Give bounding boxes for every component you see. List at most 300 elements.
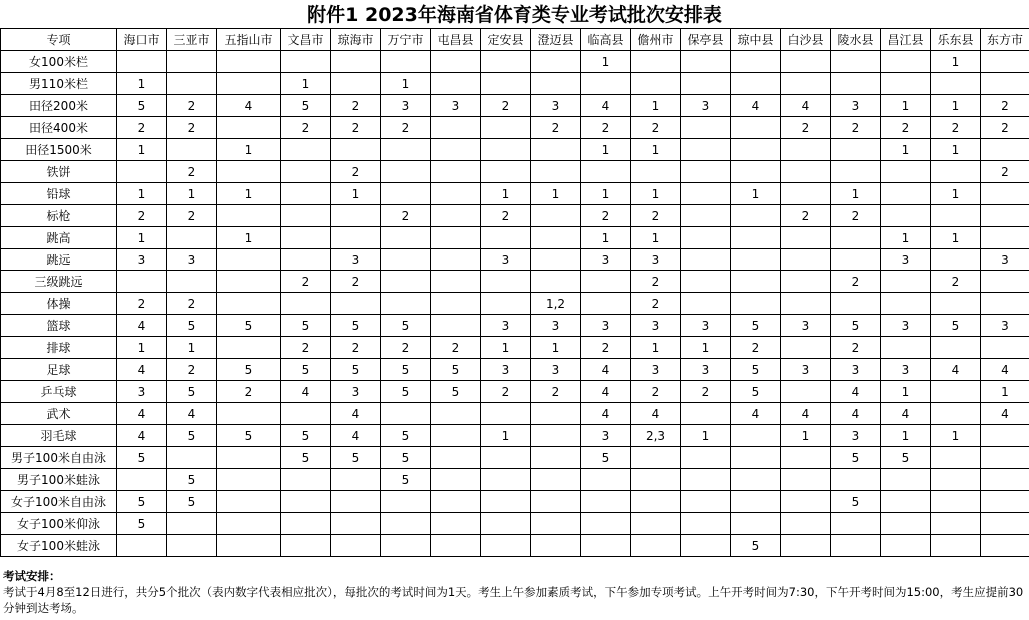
batch-cell [481, 535, 531, 557]
batch-cell [981, 293, 1029, 315]
batch-cell: 5 [167, 315, 217, 337]
batch-cell [731, 161, 781, 183]
table-row [1, 315, 1029, 337]
batch-cell [981, 227, 1029, 249]
batch-cell: 5 [831, 491, 881, 513]
batch-cell [217, 469, 281, 491]
batch-cell: 1 [117, 227, 167, 249]
table-row [1, 403, 1029, 425]
batch-cell: 2 [631, 271, 681, 293]
batch-cell [331, 205, 381, 227]
batch-cell [681, 73, 731, 95]
batch-cell [881, 73, 931, 95]
batch-cell: 4 [781, 95, 831, 117]
batch-cell [331, 469, 381, 491]
table-row [1, 117, 1029, 139]
table-row [1, 161, 1029, 183]
batch-cell [431, 491, 481, 513]
batch-cell: 5 [167, 469, 217, 491]
batch-cell [531, 469, 581, 491]
batch-cell [631, 469, 681, 491]
batch-cell [881, 535, 931, 557]
batch-cell [931, 469, 981, 491]
batch-cell [681, 205, 731, 227]
batch-cell: 1 [581, 183, 631, 205]
batch-cell: 4 [117, 403, 167, 425]
batch-cell [431, 403, 481, 425]
batch-cell: 3 [781, 315, 831, 337]
batch-cell [481, 117, 531, 139]
batch-cell [581, 469, 631, 491]
batch-cell [481, 469, 531, 491]
event-name: 男子100米自由泳 [1, 447, 117, 469]
batch-cell [431, 535, 481, 557]
batch-cell [217, 491, 281, 513]
batch-cell [531, 447, 581, 469]
batch-cell [167, 73, 217, 95]
batch-cell: 4 [831, 381, 881, 403]
header-city: 屯昌县 [431, 29, 481, 51]
batch-cell [931, 337, 981, 359]
batch-cell: 1 [581, 51, 631, 73]
batch-cell: 2 [167, 95, 217, 117]
table-row [1, 359, 1029, 381]
batch-cell [381, 535, 431, 557]
batch-cell: 5 [381, 447, 431, 469]
batch-cell [731, 293, 781, 315]
header-city: 琼海市 [331, 29, 381, 51]
batch-cell [431, 513, 481, 535]
table-row [1, 249, 1029, 271]
batch-cell [431, 447, 481, 469]
batch-cell [731, 271, 781, 293]
batch-cell [731, 227, 781, 249]
batch-cell [581, 293, 631, 315]
batch-cell: 5 [731, 315, 781, 337]
batch-cell [531, 271, 581, 293]
batch-cell: 2 [167, 117, 217, 139]
table-row [1, 381, 1029, 403]
batch-cell: 4 [581, 95, 631, 117]
batch-cell: 5 [381, 315, 431, 337]
batch-cell [431, 51, 481, 73]
batch-cell [167, 513, 217, 535]
batch-cell: 3 [831, 359, 881, 381]
batch-cell [731, 117, 781, 139]
batch-cell [881, 293, 931, 315]
batch-cell: 5 [831, 447, 881, 469]
batch-cell [217, 205, 281, 227]
event-name: 田径1500米 [1, 139, 117, 161]
event-name: 标枪 [1, 205, 117, 227]
header-city: 澄迈县 [531, 29, 581, 51]
batch-cell [431, 271, 481, 293]
batch-cell: 1 [581, 227, 631, 249]
table-row [1, 227, 1029, 249]
batch-cell [481, 227, 531, 249]
batch-cell: 1 [167, 337, 217, 359]
batch-cell: 3 [581, 425, 631, 447]
batch-cell [331, 227, 381, 249]
batch-cell [931, 535, 981, 557]
batch-cell [217, 73, 281, 95]
batch-cell [681, 183, 731, 205]
batch-cell [781, 51, 831, 73]
batch-cell: 5 [117, 513, 167, 535]
header-city: 万宁市 [381, 29, 431, 51]
batch-cell [581, 271, 631, 293]
batch-cell [881, 183, 931, 205]
exam-notes [3, 568, 1027, 616]
batch-cell: 2 [981, 117, 1029, 139]
batch-cell: 1 [331, 183, 381, 205]
batch-cell: 4 [981, 403, 1029, 425]
batch-cell [431, 469, 481, 491]
batch-cell: 1 [631, 139, 681, 161]
batch-cell: 5 [281, 359, 331, 381]
batch-cell: 4 [117, 315, 167, 337]
batch-cell: 1 [481, 425, 531, 447]
batch-cell: 3 [831, 95, 881, 117]
batch-cell [331, 513, 381, 535]
batch-cell [931, 381, 981, 403]
batch-cell: 3 [481, 249, 531, 271]
batch-cell [481, 491, 531, 513]
batch-cell: 2 [331, 271, 381, 293]
table-row [1, 491, 1029, 513]
batch-cell: 2 [217, 381, 281, 403]
batch-cell: 1 [731, 183, 781, 205]
batch-cell: 3 [167, 249, 217, 271]
batch-cell: 1,2 [531, 293, 581, 315]
batch-cell [167, 447, 217, 469]
batch-cell [731, 447, 781, 469]
batch-cell: 3 [331, 249, 381, 271]
batch-cell [931, 249, 981, 271]
header-city: 陵水县 [831, 29, 881, 51]
header-city: 三亚市 [167, 29, 217, 51]
event-name: 女子100米仰泳 [1, 513, 117, 535]
batch-cell: 1 [481, 183, 531, 205]
table-row [1, 447, 1029, 469]
batch-cell: 4 [831, 403, 881, 425]
batch-cell: 3 [681, 95, 731, 117]
batch-cell [831, 249, 881, 271]
batch-cell: 5 [381, 469, 431, 491]
table-row [1, 469, 1029, 491]
batch-cell [681, 469, 731, 491]
batch-cell [831, 51, 881, 73]
batch-cell: 5 [431, 381, 481, 403]
event-name: 田径400米 [1, 117, 117, 139]
batch-cell [681, 249, 731, 271]
event-name: 女子100米蛙泳 [1, 535, 117, 557]
batch-cell [831, 513, 881, 535]
batch-cell [431, 161, 481, 183]
header-city: 保亭县 [681, 29, 731, 51]
batch-cell: 2 [631, 381, 681, 403]
event-name: 铅球 [1, 183, 117, 205]
batch-cell: 2 [167, 205, 217, 227]
batch-cell [167, 535, 217, 557]
batch-cell: 2 [581, 337, 631, 359]
batch-cell [217, 535, 281, 557]
batch-cell: 5 [731, 535, 781, 557]
batch-cell: 2 [117, 293, 167, 315]
batch-cell: 2 [117, 205, 167, 227]
batch-cell [831, 139, 881, 161]
batch-cell [431, 73, 481, 95]
header-city: 东方市 [981, 29, 1029, 51]
batch-cell [481, 73, 531, 95]
batch-cell: 1 [631, 95, 681, 117]
batch-cell: 3 [531, 315, 581, 337]
batch-cell: 4 [167, 403, 217, 425]
batch-cell: 2 [981, 95, 1029, 117]
table-row [1, 139, 1029, 161]
batch-cell: 3 [881, 359, 931, 381]
batch-cell [781, 381, 831, 403]
header-city: 儋州市 [631, 29, 681, 51]
batch-cell [681, 271, 731, 293]
batch-cell [881, 491, 931, 513]
table-row [1, 513, 1029, 535]
event-name: 武术 [1, 403, 117, 425]
batch-cell [931, 491, 981, 513]
batch-cell [217, 337, 281, 359]
batch-cell: 3 [331, 381, 381, 403]
batch-cell [217, 447, 281, 469]
event-name: 女100米栏 [1, 51, 117, 73]
batch-cell [631, 447, 681, 469]
batch-cell: 2 [631, 293, 681, 315]
batch-cell: 5 [931, 315, 981, 337]
table-row [1, 425, 1029, 447]
batch-cell: 5 [731, 381, 781, 403]
event-name: 男110米栏 [1, 73, 117, 95]
batch-cell: 2,3 [631, 425, 681, 447]
batch-cell: 2 [781, 205, 831, 227]
batch-cell [481, 271, 531, 293]
batch-cell: 2 [831, 337, 881, 359]
batch-cell [531, 139, 581, 161]
batch-cell [731, 469, 781, 491]
batch-cell [781, 249, 831, 271]
batch-cell [117, 271, 167, 293]
batch-cell [831, 535, 881, 557]
event-name: 乒乓球 [1, 381, 117, 403]
batch-cell: 1 [931, 95, 981, 117]
batch-cell: 3 [581, 315, 631, 337]
batch-cell: 2 [167, 359, 217, 381]
batch-cell [481, 403, 531, 425]
batch-cell: 5 [281, 315, 331, 337]
batch-cell [581, 535, 631, 557]
batch-cell [217, 249, 281, 271]
batch-cell [167, 51, 217, 73]
batch-cell [381, 161, 431, 183]
batch-cell [781, 513, 831, 535]
batch-cell: 5 [331, 447, 381, 469]
batch-cell [281, 161, 331, 183]
batch-cell: 5 [831, 315, 881, 337]
batch-cell: 5 [381, 381, 431, 403]
batch-cell [217, 293, 281, 315]
batch-cell [431, 293, 481, 315]
batch-cell: 3 [631, 359, 681, 381]
batch-cell: 3 [531, 95, 581, 117]
batch-cell: 5 [431, 359, 481, 381]
header-city: 昌江县 [881, 29, 931, 51]
batch-cell [217, 51, 281, 73]
batch-cell [931, 205, 981, 227]
schedule-table [0, 28, 1029, 557]
batch-cell: 2 [581, 205, 631, 227]
batch-cell: 1 [217, 139, 281, 161]
batch-cell [381, 183, 431, 205]
event-name: 跳高 [1, 227, 117, 249]
batch-cell: 1 [931, 183, 981, 205]
batch-cell [981, 139, 1029, 161]
table-row [1, 73, 1029, 95]
batch-cell [781, 469, 831, 491]
batch-cell: 4 [117, 359, 167, 381]
batch-cell [981, 425, 1029, 447]
batch-cell [531, 73, 581, 95]
batch-cell [281, 227, 331, 249]
batch-cell: 1 [631, 337, 681, 359]
batch-cell [281, 183, 331, 205]
batch-cell: 2 [831, 117, 881, 139]
batch-cell [531, 513, 581, 535]
batch-cell [731, 73, 781, 95]
batch-cell [731, 491, 781, 513]
event-name: 田径200米 [1, 95, 117, 117]
batch-cell: 2 [931, 271, 981, 293]
batch-cell [881, 337, 931, 359]
header-city: 海口市 [117, 29, 167, 51]
batch-cell [531, 403, 581, 425]
batch-cell [931, 293, 981, 315]
header-label: 专项 [1, 29, 117, 51]
batch-cell: 3 [631, 315, 681, 337]
batch-cell [531, 51, 581, 73]
batch-cell: 5 [331, 315, 381, 337]
batch-cell: 1 [631, 227, 681, 249]
batch-cell [167, 271, 217, 293]
batch-cell: 2 [731, 337, 781, 359]
batch-cell [781, 447, 831, 469]
batch-cell [781, 271, 831, 293]
batch-cell [981, 51, 1029, 73]
batch-cell [117, 469, 167, 491]
batch-cell: 2 [331, 161, 381, 183]
batch-cell [581, 513, 631, 535]
header-city: 琼中县 [731, 29, 781, 51]
batch-cell: 2 [481, 205, 531, 227]
batch-cell [381, 51, 431, 73]
batch-cell [731, 205, 781, 227]
batch-cell: 2 [381, 205, 431, 227]
batch-cell: 3 [381, 95, 431, 117]
batch-cell [481, 513, 531, 535]
batch-cell [831, 73, 881, 95]
batch-cell: 5 [281, 447, 331, 469]
batch-cell [531, 249, 581, 271]
batch-cell [781, 161, 831, 183]
batch-cell: 3 [881, 315, 931, 337]
batch-cell: 1 [117, 139, 167, 161]
batch-cell [217, 271, 281, 293]
table-row [1, 293, 1029, 315]
batch-cell: 5 [331, 359, 381, 381]
batch-cell: 1 [881, 381, 931, 403]
page-title: 附件1 2023年海南省体育类专业考试批次安排表 [307, 4, 722, 26]
batch-cell: 3 [117, 249, 167, 271]
batch-cell: 3 [681, 359, 731, 381]
batch-cell [381, 293, 431, 315]
batch-cell [681, 51, 731, 73]
batch-cell: 3 [681, 315, 731, 337]
batch-cell: 1 [831, 183, 881, 205]
batch-cell: 1 [931, 139, 981, 161]
batch-cell: 2 [167, 293, 217, 315]
batch-cell [481, 161, 531, 183]
batch-cell [631, 535, 681, 557]
table-row [1, 535, 1029, 557]
batch-cell: 2 [331, 337, 381, 359]
batch-cell [931, 73, 981, 95]
batch-cell [381, 227, 431, 249]
batch-cell [531, 425, 581, 447]
batch-cell: 5 [167, 381, 217, 403]
batch-cell: 4 [781, 403, 831, 425]
batch-cell [981, 491, 1029, 513]
batch-cell [217, 117, 281, 139]
batch-cell: 2 [381, 117, 431, 139]
batch-cell: 3 [481, 359, 531, 381]
header-city: 文昌市 [281, 29, 331, 51]
batch-cell: 1 [167, 183, 217, 205]
batch-cell: 2 [781, 117, 831, 139]
table-row [1, 183, 1029, 205]
batch-cell: 5 [117, 95, 167, 117]
batch-cell [217, 403, 281, 425]
batch-cell [331, 293, 381, 315]
batch-cell [331, 139, 381, 161]
batch-cell [431, 227, 481, 249]
batch-cell [381, 491, 431, 513]
batch-cell [217, 513, 281, 535]
batch-cell: 3 [531, 359, 581, 381]
batch-cell: 2 [117, 117, 167, 139]
batch-cell [981, 271, 1029, 293]
batch-cell [431, 183, 481, 205]
batch-cell: 4 [217, 95, 281, 117]
batch-cell [681, 403, 731, 425]
batch-cell [881, 51, 931, 73]
batch-cell: 3 [581, 249, 631, 271]
header-row [1, 29, 1029, 51]
batch-cell [781, 139, 831, 161]
event-name: 足球 [1, 359, 117, 381]
batch-cell [731, 51, 781, 73]
batch-cell [431, 117, 481, 139]
header-city: 定安县 [481, 29, 531, 51]
batch-cell [631, 51, 681, 73]
batch-cell [481, 139, 531, 161]
batch-cell: 2 [381, 337, 431, 359]
